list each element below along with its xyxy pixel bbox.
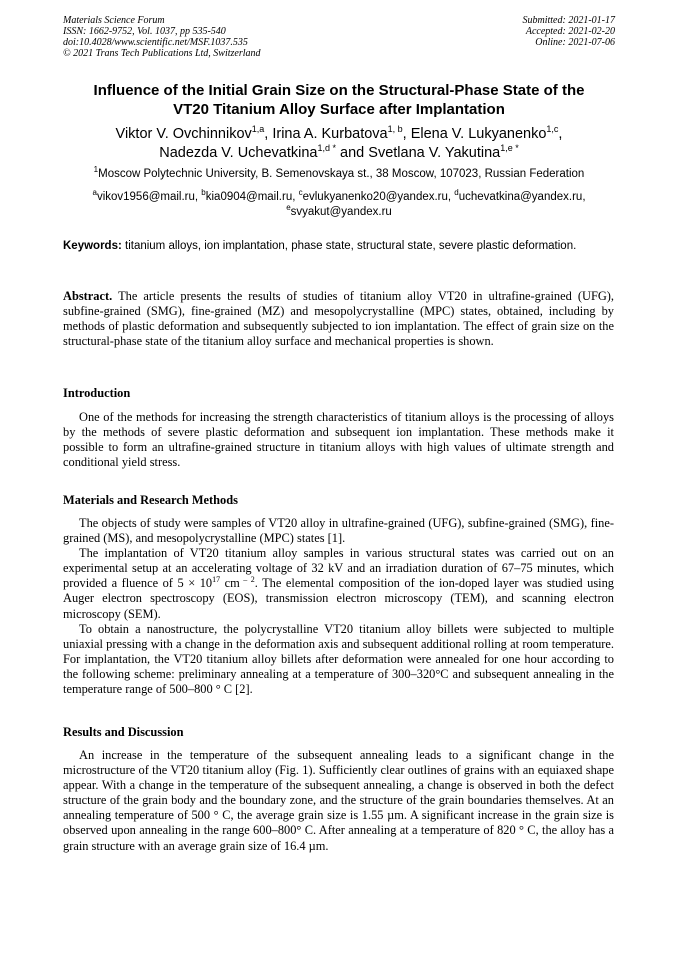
author-sup: 1,c [546,124,559,135]
author-name: Irina A. Kurbatova [272,126,388,142]
author-list: Viktor V. Ovchinnikov$^{1,a}$, Irina A. Kurbatova$^{1, b}$, Elena V. Lukyanenko$^{1,c}$, Nadezda V. Uchevatkina$^{1,d *}$ and Svetlana V. Yakutina$^{1,e *}$ [115,124,563,161]
keywords [63,239,614,254]
keywords-label: Keywords: [63,240,122,252]
abstract [63,289,614,349]
author-name: Nadezda V. Uchevatkina [159,145,318,161]
email-sup: d [454,188,459,198]
email-sup: b [201,188,206,198]
section-heading-introduction: Introduction [63,386,131,400]
paragraph: To obtain a nanostructure, the polycrystalline VT20 titanium alloy billets were subjected to multiple uniaxial pressing with a change in the deformation axis and subsequent additional rolling at room temperature. For implantation, the VT20 titanium alloy billets after deformation were annealed for one hour according to the following scheme: preliminary annealing at a temperature of 300–320°C and subsequent annealing in the temperature range of 500–800 ° C [2]. [63,621,614,697]
author-name: Svetlana V. Yakutina [368,145,501,161]
introduction-body [63,410,614,470]
paragraph-text: The implantation of VT20 titanium alloy samples in various structural states was carried out on an experimental setup at an accelerating voltage of 32 kV and an irradiation duration of 67–75 minutes, which provided a fluence of 5 × 10 [63,546,614,591]
author-conjunction: and [340,145,365,161]
journal-name: Materials Science Forum [63,15,165,26]
paragraph: One of the methods for increasing the strength characteristics of titanium alloys is the processing of alloys by the methods of severe plastic deformation and subsequent ion implantation. These methods make it possible to form an ultrafine-grained structure in titanium alloys with high values of ultimate strength and conditional yield stress. [63,410,614,470]
paragraph-text: . The elemental composition of the ion-doped layer was studied using Auger electron spectroscopy (EOS), transmission electron microscopy (TEM), and scanning electron microscopy (SEM). [63,576,615,621]
affiliation-sup: 1 [93,165,99,175]
section-heading-results: Results and Discussion [63,725,184,739]
journal-doi: doi:10.4028/www.scientific.net/MSF.1037.535 [63,37,248,48]
paragraph-text: cm [220,576,240,591]
online-date: Online: 2021-07-06 [535,37,615,48]
accepted-date: Accepted: 2021-02-20 [525,26,615,37]
submitted-date: Submitted: 2021-01-17 [522,15,615,26]
author-sup: 1,e * [500,143,519,154]
title-line-2: VT20 Titanium Alloy Surface after Implantation [173,101,505,118]
email-sup: a [92,188,97,198]
affiliation [40,167,638,181]
email-link[interactable]: uchevatkina@yandex.ru [458,191,583,203]
methods-body [63,516,614,697]
exponent: 17 [212,575,221,585]
journal-copyright: © 2021 Trans Tech Publications Ltd, Switzerland [63,48,261,59]
paragraph: The objects of study were samples of VT20 alloy in ultrafine-grained (UFG), subfine-grained (SMG), fine-grained (MS), and mesopolycrystalline (MPC) states [1]. [63,516,614,546]
section-heading-methods: Materials and Research Methods [63,493,238,507]
author-sup: 1,a [251,124,265,135]
paragraph: An increase in the temperature of the subsequent annealing leads to a significant change in the microstructure of the VT20 titanium alloy (Fig. 1). Sufficiently clear outlines of grains with an equiaxed shape appear. With a change in the temperature of the subsequent annealing, a change is observed in both the defect structure of the grain body and the boundary zone, and the structure of the grain boundaries themselves. At an annealing temperature of 500 ° C, the average grain size is 1.55 µm. A significant increase in the grain size is observed upon annealing in the range 600–800° C. After annealing at a temperature of 820 ° C, the alloy has a grain structure with an average grain size of 16.4 µm. [63,748,614,853]
abstract-text: The article presents the results of studies of titanium alloy VT20 in ultrafine-grained (UFG), subfine-grained (SMG), fine-grained (MZ) and mesopolycrystalline (MPC) states, obtained, including by methods of plastic deformation and subsequently subjected to ion implantation. The effect of grain size on the structural-phase state of the titanium alloy surface and mechanical properties is shown. [63,289,615,349]
author-name: Viktor V. Ovchinnikov [115,126,252,142]
email-link[interactable]: kia0904@mail.ru [205,191,293,203]
author-sup: 1,d * [317,143,337,154]
affiliation-text: Moscow Polytechnic University, B. Semenovskaya st., 38 Moscow, 107023, Russian Federation [98,168,585,180]
email-sup: e [286,203,291,213]
email-sup: c [298,188,303,198]
author-sup: 1, b [387,124,403,135]
journal-issn: ISSN: 1662-9752, Vol. 1037, pp 535-540 [63,26,226,37]
results-body [63,748,614,854]
email-link[interactable]: svyakut@yandex.ru [290,206,392,218]
journal-header [63,15,261,59]
email-list: $^a$vikov1956@mail.ru, $^b$kia0904@mail.ru, $^c$evlukyanenko20@yandex.ru, $^d$uchevatkina@yandex.ru, $^e$svyakut@yandex.ru [92,188,586,218]
title-line-1: Influence of the Initial Grain Size on the Structural-Phase State of the [93,82,585,99]
paper-title [40,81,638,119]
abstract-label: Abstract. [63,289,113,303]
email-link[interactable]: vikov1956@mail.ru [96,191,195,203]
submission-dates [523,15,616,48]
keywords-text: titanium alloys, ion implantation, phase state, structural state, severe plastic deformation. [125,240,577,252]
email-link[interactable]: evlukyanenko20@yandex.ru [302,191,448,203]
exponent: – 2 [239,575,255,585]
author-name: Elena V. Lukyanenko [410,126,547,142]
paragraph [63,546,614,621]
